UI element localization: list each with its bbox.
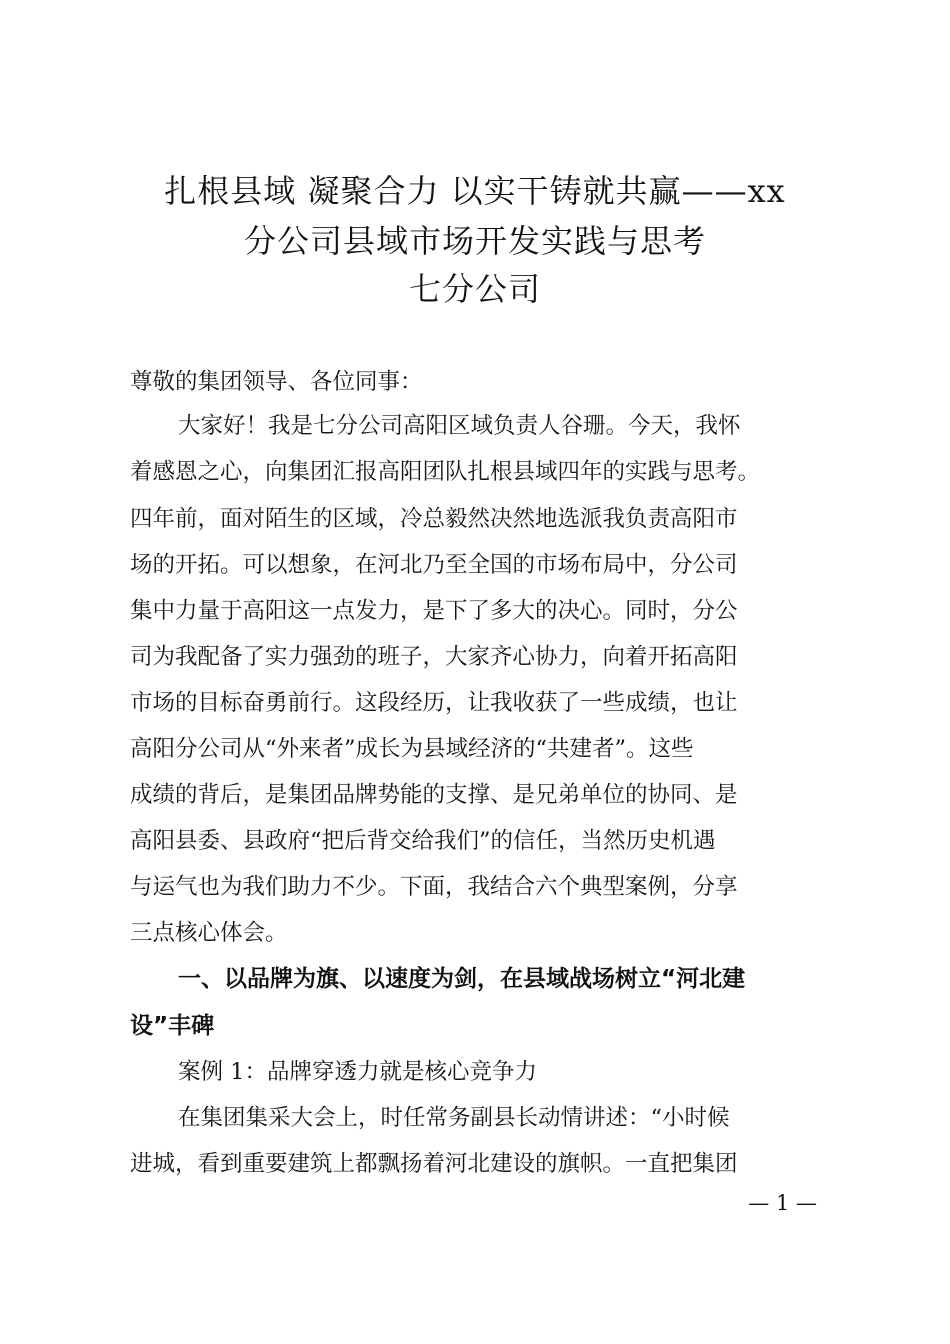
section-heading-line-1: 一、以品牌为旗、以速度为剑，在县域战场树立“河北建 [178, 966, 746, 992]
paragraph-line: 高阳县委、县政府“把后背交给我们”的信任，当然历史机遇 [130, 828, 716, 854]
paragraph-line: 场的开拓。可以想象，在河北乃至全国的市场布局中，分公司 [130, 552, 738, 578]
paragraph-line: 进城，看到重要建筑上都飘扬着河北建设的旗帜。一直把集团 [130, 1151, 738, 1177]
paragraph-line: 集中力量于高阳这一点发力，是下了多大的决心。同时，分公 [130, 598, 738, 624]
paragraph-line: 着感恩之心，向集团汇报高阳团队扎根县域四年的实践与思考。 [130, 459, 761, 485]
paragraph-line: 与运气也为我们助力不少。下面，我结合六个典型案例，分享 [130, 874, 738, 900]
case-title: 案例 1：品牌穿透力就是核心竞争力 [178, 1059, 537, 1085]
paragraph-line: 四年前，面对陌生的区域，冷总毅然决然地选派我负责高阳市 [130, 506, 738, 532]
paragraph-line: 大家好！我是七分公司高阳区域负责人谷珊。今天，我怀 [178, 413, 741, 439]
paragraph-line: 高阳分公司从“外来者”成长为县域经济的“共建者”。这些 [130, 736, 694, 762]
paragraph-line: 司为我配备了实力强劲的班子，大家齐心协力，向着开拓高阳 [130, 644, 738, 670]
paragraph-line: 在集团集采大会上，时任常务副县长动情讲述：“小时候 [178, 1105, 730, 1131]
title-line-2: 分公司县域市场开发实践与思考 [243, 222, 706, 260]
section-heading-line-2: 设”丰碑 [130, 1013, 215, 1039]
title-line-1: 扎根县域 凝聚合力 以实干铸就共赢——xx [164, 172, 786, 210]
paragraph-line: 三点核心体会。 [130, 920, 288, 946]
paragraph-line: 市场的目标奋勇前行。这段经历，让我收获了一些成绩，也让 [130, 690, 738, 716]
paragraph-line: 成绩的背后，是集团品牌势能的支撑、是兄弟单位的协同、是 [130, 782, 738, 808]
title-line-3: 七分公司 [408, 270, 541, 308]
page-number: — 1 — [748, 1191, 817, 1215]
salutation: 尊敬的集团领导、各位同事： [130, 369, 423, 395]
